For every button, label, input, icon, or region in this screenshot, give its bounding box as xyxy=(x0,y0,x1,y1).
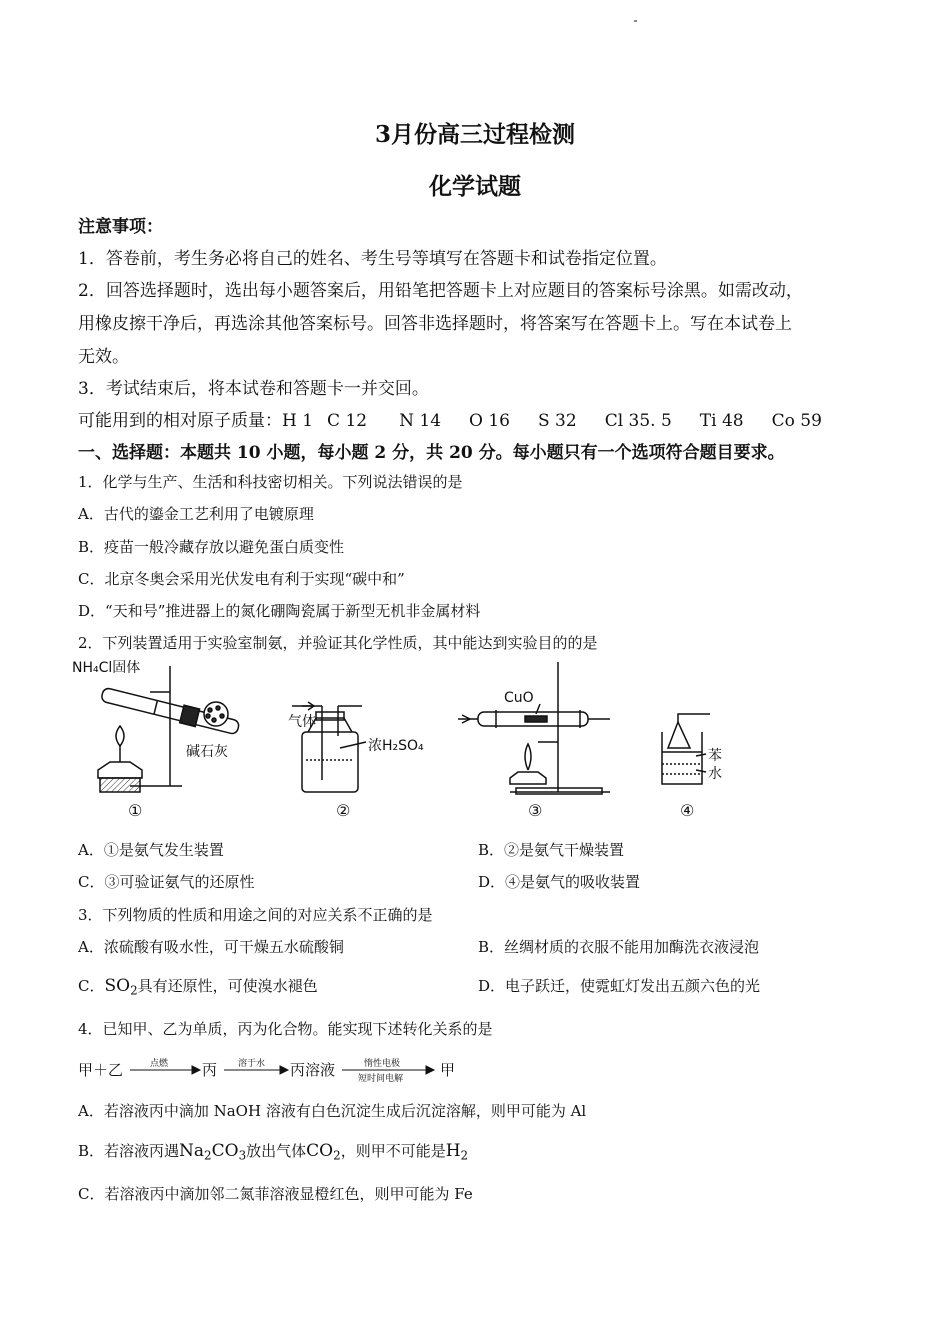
label-apparatus-4: ④ xyxy=(680,801,695,820)
q2-apparatus-figure xyxy=(70,652,750,828)
co2-symbol: CO xyxy=(306,1141,334,1161)
atomic-mass-label: 可能用到的相对原子质量： xyxy=(78,411,282,431)
note-item-3: 3．考试结束后，将本试卷和答题卡一并交回。 xyxy=(78,379,429,399)
page-title: 3月份高三过程检测 xyxy=(374,121,575,148)
label-cuo: CuO xyxy=(504,690,534,706)
section-heading: 一、选择题：本题共 10 小题，每小题 2 分，共 20 分。每小题只有一个选项符合题目要求。 xyxy=(78,443,785,463)
q4-option-c: C．若溶液丙中滴加邻二氮菲溶液显橙红色，则甲可能为 Fe xyxy=(78,1185,473,1203)
page-subtitle: 化学试题 xyxy=(429,173,521,200)
q3-c-prefix: C． xyxy=(78,977,105,995)
q1-option-c: C．北京冬奥会采用光伏发电有利于实现“碳中和” xyxy=(78,570,405,588)
q3-option-c xyxy=(78,975,318,998)
flow-product-1: 丙 xyxy=(202,1061,218,1079)
q3-option-b: B．丝绸材质的衣服不能用加酶洗衣液浸泡 xyxy=(478,938,760,956)
q2-option-a: A．①是氨气发生装置 xyxy=(78,841,224,859)
q2-option-d: D．④是氨气的吸收装置 xyxy=(478,873,641,891)
q2-stem: 2．下列装置适用于实验室制氨，并验证其化学性质，其中能达到实验目的的是 xyxy=(78,634,598,652)
q1-option-b: B．疫苗一般冷藏存放以避免蛋白质变性 xyxy=(78,538,345,556)
flow-cond-1: 点燃 xyxy=(150,1059,169,1069)
note-item-2-line-2: 用橡皮擦干净后，再选涂其他答案标号。回答非选择题时，将答案写在答题卡上。写在本试卷上 xyxy=(78,314,792,334)
flow-cond-3b: 短时间电解 xyxy=(358,1074,404,1082)
so2-subscript: 2 xyxy=(130,983,138,998)
q1-option-a: A．古代的鎏金工艺利用了电镀原理 xyxy=(78,505,314,523)
label-nh4cl: NH₄Cl固体 xyxy=(72,660,141,676)
label-gas: 气体 xyxy=(288,714,316,730)
q2-option-c: C．③可验证氨气的还原性 xyxy=(78,873,255,891)
label-apparatus-1: ① xyxy=(128,801,143,820)
label-water: 水 xyxy=(708,766,722,782)
so2-symbol: SO xyxy=(104,976,131,996)
atomic-mass-c: C 12 xyxy=(327,411,368,431)
note-item-1: 1．答卷前，考生务必将自己的姓名、考生号等填写在答题卡和试卷指定位置。 xyxy=(78,249,667,269)
q4-option-b xyxy=(78,1140,468,1163)
atomic-mass-cl: Cl 35. 5 xyxy=(604,411,672,431)
q4-conversion-scheme xyxy=(78,1056,478,1082)
h2-formula xyxy=(446,1141,468,1161)
q4-stem: 4．已知甲、乙为单质，丙为化合物。能实现下述转化关系的是 xyxy=(78,1020,493,1038)
flow-cond-2: 溶于水 xyxy=(238,1059,266,1069)
label-apparatus-3: ③ xyxy=(528,801,543,820)
atomic-mass-h: H 1 xyxy=(282,411,314,431)
flow-cond-3a: 惰性电极 xyxy=(364,1059,401,1069)
atomic-masses xyxy=(78,406,850,431)
q4-option-a: A．若溶液丙中滴加 NaOH 溶液有白色沉淀生成后沉淀溶解，则甲可能为 Al xyxy=(78,1102,587,1120)
q3-stem: 3．下列物质的性质和用途之间的对应关系不正确的是 xyxy=(78,906,433,924)
label-conc-h2so4: 浓H₂SO₄ xyxy=(368,738,424,754)
label-benzene: 苯 xyxy=(708,748,722,764)
label-apparatus-2: ② xyxy=(336,801,351,820)
flow-end: 甲 xyxy=(440,1061,456,1079)
q3-option-a: A．浓硫酸有吸水性，可干燥五水硫酸铜 xyxy=(78,938,344,956)
atomic-mass-s: S 32 xyxy=(538,411,577,431)
atomic-mass-co: Co 59 xyxy=(771,411,822,431)
atomic-mass-o: O 16 xyxy=(469,411,510,431)
q3-c-text: 具有还原性，可使溴水褪色 xyxy=(137,977,318,995)
na2co3-formula xyxy=(179,1141,246,1161)
atomic-mass-ti: Ti 48 xyxy=(699,411,744,431)
co2-subscript: 2 xyxy=(333,1148,341,1163)
q4-b-prefix: B．若溶液丙遇 xyxy=(78,1142,180,1160)
flow-start: 甲＋乙 xyxy=(78,1061,124,1079)
q4-b-mid2: ，则甲不可能是 xyxy=(340,1142,446,1160)
label-soda-lime: 碱石灰 xyxy=(186,744,228,760)
atomic-mass-n: N 14 xyxy=(399,411,442,431)
q3-c-formula xyxy=(104,976,137,996)
co3-subscript: 3 xyxy=(238,1148,247,1163)
notes-heading: 注意事项： xyxy=(78,217,163,237)
note-item-2-line-1: 2．回答选择题时，选出每小题答案后，用铅笔把答题卡上对应题目的答案标号涂黑。如需改动， xyxy=(78,281,803,301)
na-subscript: 2 xyxy=(204,1148,212,1163)
co2-formula xyxy=(306,1141,341,1161)
note-item-2-line-3: 无效。 xyxy=(78,347,129,367)
scan-mark xyxy=(634,20,637,22)
q1-stem: 1．化学与生产、生活和科技密切相关。下列说法错误的是 xyxy=(78,473,463,491)
q1-option-d: D．“天和号”推进器上的氮化硼陶瓷属于新型无机非金属材料 xyxy=(78,602,481,620)
q2-option-b: B．②是氨气干燥装置 xyxy=(478,841,625,859)
flow-product-2: 丙溶液 xyxy=(290,1061,336,1079)
na-symbol: Na xyxy=(179,1141,205,1161)
q4-b-mid: 放出气体 xyxy=(246,1142,307,1160)
q3-option-d: D．电子跃迁，使霓虹灯发出五颜六色的光 xyxy=(478,977,761,995)
h2-subscript: 2 xyxy=(460,1148,469,1163)
co-symbol: CO xyxy=(211,1141,239,1161)
h2-symbol: H xyxy=(445,1141,461,1161)
